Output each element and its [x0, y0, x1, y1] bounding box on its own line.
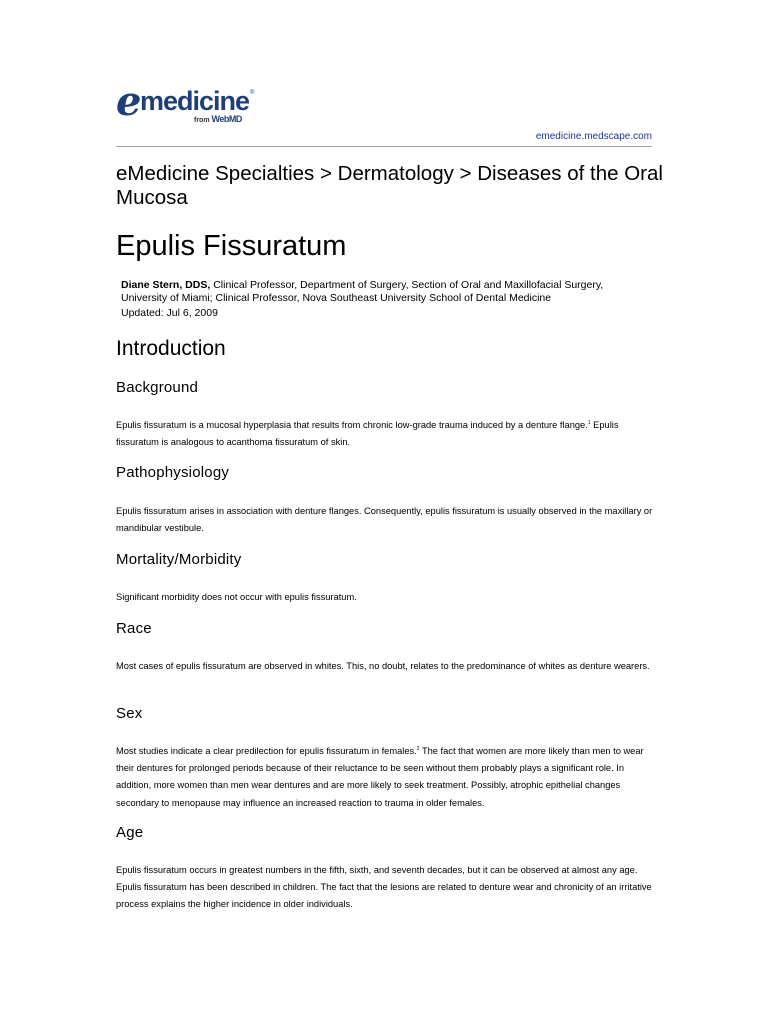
reference-2[interactable]: 2 — [416, 745, 420, 752]
logo-tagline — [194, 114, 242, 124]
heading-race: Race — [116, 620, 152, 637]
site-url-link[interactable]: emedicine.medscape.com — [535, 131, 652, 142]
paragraph-race: Most cases of epulis fissuratum are observed in whites. This, no doubt, relates to the predominance of whites as denture wearers. — [116, 661, 650, 671]
author-name: Diane Stern, DDS, — [121, 279, 211, 291]
updated-date: Updated: Jul 6, 2009 — [121, 307, 218, 319]
header-divider — [116, 146, 652, 147]
background-text-a: Epulis fissuratum is a mucosal hyperplasia that results from chronic low-grade trauma induced by a denture flange. — [116, 420, 588, 430]
logo-letter-e: e — [116, 78, 142, 125]
section-heading-introduction: Introduction — [116, 337, 226, 360]
paragraph-pathophysiology: Epulis fissuratum arises in association with denture flanges. Consequently, epulis fissuratum is usually observed in the maxillary or mandibular vestibule. — [116, 506, 653, 534]
background-text-b: Epulis fissuratum is analogous to acanthoma fissuratum of skin. — [116, 420, 619, 448]
reference-1[interactable]: 1 — [587, 419, 591, 426]
heading-background: Background — [116, 379, 199, 396]
logo-brand: WebMD — [211, 114, 242, 124]
heading-pathophysiology: Pathophysiology — [116, 464, 230, 481]
logo-trademark: ® — [250, 90, 255, 96]
heading-age: Age — [116, 824, 144, 841]
paragraph-age: Epulis fissuratum occurs in greatest numbers in the fifth, sixth, and seventh decades, but it can be observed at almost any age. Epulis fissuratum has been described in children. The fact that the lesions are related to denture wear and chronicity of an irritative process explains the higher incidence in older individuals. — [116, 865, 652, 910]
sex-text-b: The fact that women are more likely than men to wear their dentures for prolonged periods because of their reluctance to be seen without them probably plays a significant role. In addition, more women than men wear dentures and are more likely to seek treatment. Possibly, atrophic epithelial changes secondary to menopause may influence an increased reaction to trauma in older females. — [116, 746, 644, 808]
emedicine-logo[interactable] — [116, 78, 266, 128]
author-line — [121, 279, 641, 305]
heading-mortality-morbidity: Mortality/Morbidity — [116, 551, 242, 568]
article-title: Epulis Fissuratum — [116, 230, 347, 262]
logo-from: from — [194, 117, 212, 124]
breadcrumb: eMedicine Specialties > Dermatology > Diseases of the Oral Mucosa — [116, 162, 663, 209]
paragraph-mortality-morbidity: Significant morbidity does not occur with epulis fissuratum. — [116, 592, 357, 602]
author-affiliation: Clinical Professor, Department of Surgery, Section of Oral and Maxillofacial Surgery, University of Miami; Clinical Professor, Nova Southeast University School of Dental Medicine — [121, 279, 604, 304]
logo-word: medicine — [140, 86, 250, 116]
paragraph-sex — [116, 743, 656, 812]
sex-text-a: Most studies indicate a clear predilection for epulis fissuratum in females. — [116, 746, 417, 756]
paragraph-background — [116, 417, 656, 451]
heading-sex: Sex — [116, 705, 143, 722]
